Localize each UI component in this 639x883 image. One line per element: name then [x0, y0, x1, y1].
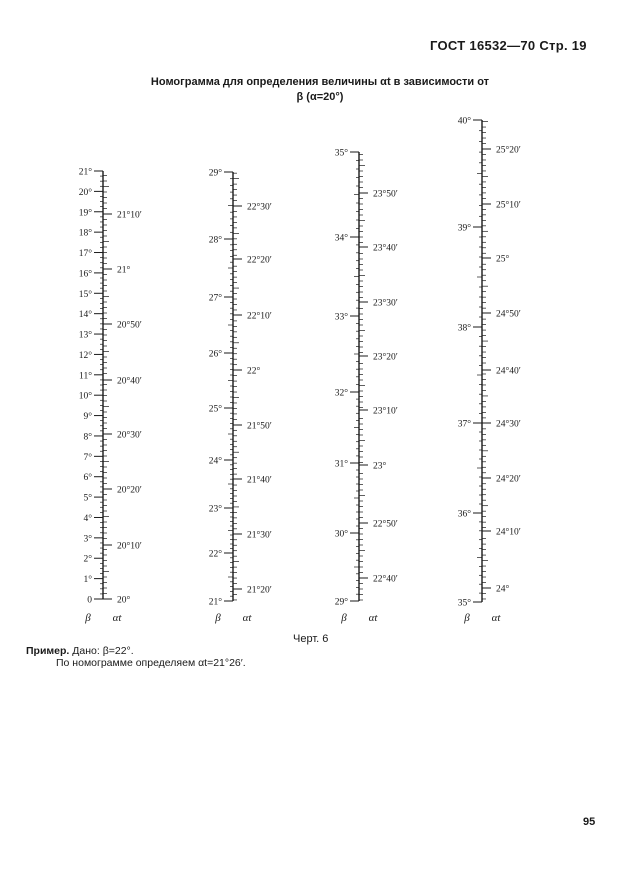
beta-tick-label: 4°	[83, 513, 92, 524]
alpha-tick-label: 21°50′	[247, 421, 272, 432]
alpha-tick-label: 22°20′	[247, 255, 272, 266]
alpha-tick-label: 22°	[247, 366, 261, 377]
alpha-tick-label: 22°30′	[247, 202, 272, 213]
beta-tick-label: 32°	[334, 388, 348, 399]
alpha-tick-label: 24°	[496, 584, 510, 595]
title-line-1: Номограмма для определения величины αt в зависимости от	[150, 76, 490, 88]
beta-tick-label: 29°	[334, 597, 348, 608]
scale-4	[458, 116, 521, 625]
beta-tick-label: 1°	[83, 575, 92, 586]
alpha-symbol: αt	[242, 612, 252, 624]
alpha-symbol: αt	[368, 612, 378, 624]
beta-symbol: β	[215, 612, 221, 624]
example-given	[26, 645, 134, 657]
alpha-tick-label: 20°30′	[117, 430, 142, 441]
beta-tick-label: 22°	[208, 549, 222, 560]
example-result: По номограмме определяем αt=21°26′.	[56, 657, 246, 669]
alpha-tick-label: 21°20′	[247, 585, 272, 596]
alpha-tick-label: 22°10′	[247, 311, 272, 322]
beta-tick-label: 40°	[457, 116, 471, 127]
page-number: 95	[583, 816, 596, 828]
alpha-tick-label: 24°10′	[496, 527, 521, 538]
alpha-symbol: αt	[491, 612, 501, 624]
beta-tick-label: 13°	[78, 330, 92, 341]
alpha-tick-label: 24°20′	[496, 474, 521, 485]
beta-tick-label: 19°	[78, 208, 92, 219]
beta-symbol: β	[464, 612, 470, 624]
alpha-tick-label: 25°20′	[496, 145, 521, 156]
example-given-text: Дано: β=22°.	[72, 645, 134, 657]
alpha-tick-label: 20°50′	[117, 320, 142, 331]
alpha-tick-label: 23°10′	[373, 406, 398, 417]
beta-tick-label: 35°	[457, 598, 471, 609]
beta-tick-label: 21°	[208, 597, 222, 608]
beta-tick-label: 17°	[78, 249, 92, 260]
beta-tick-label: 5°	[83, 493, 92, 504]
beta-tick-label: 28°	[208, 235, 222, 246]
alpha-tick-label: 20°40′	[117, 376, 142, 387]
beta-tick-label: 2°	[83, 554, 92, 565]
beta-tick-label: 7°	[83, 452, 92, 463]
alpha-symbol: αt	[112, 612, 122, 624]
beta-tick-label: 30°	[334, 529, 348, 540]
beta-tick-label: 27°	[208, 293, 222, 304]
beta-tick-label: 10°	[78, 391, 92, 402]
beta-tick-label: 11°	[79, 371, 92, 382]
beta-tick-label: 24°	[208, 456, 222, 467]
alpha-tick-label: 21°	[117, 265, 131, 276]
beta-tick-label: 16°	[78, 269, 92, 280]
beta-tick-label: 20°	[78, 187, 92, 198]
beta-tick-label: 39°	[457, 223, 471, 234]
beta-tick-label: 35°	[334, 148, 348, 159]
beta-tick-label: 26°	[208, 349, 222, 360]
alpha-tick-label: 25°10′	[496, 200, 521, 211]
alpha-tick-label: 20°	[117, 595, 131, 606]
scale-3	[335, 148, 398, 625]
alpha-tick-label: 23°50′	[373, 189, 398, 200]
alpha-tick-label: 20°10′	[117, 541, 142, 552]
beta-tick-label: 23°	[208, 504, 222, 515]
beta-tick-label: 8°	[83, 432, 92, 443]
beta-tick-label: 21°	[78, 167, 92, 178]
page-header: ГОСТ 16532—70 Стр. 19	[430, 38, 587, 53]
beta-tick-label: 31°	[334, 459, 348, 470]
alpha-tick-label: 21°40′	[247, 475, 272, 486]
beta-tick-label: 12°	[78, 350, 92, 361]
scale-1	[79, 167, 142, 625]
alpha-tick-label: 24°30′	[496, 419, 521, 430]
beta-tick-label: 33°	[334, 312, 348, 323]
beta-tick-label: 29°	[208, 168, 222, 179]
example-label: Пример.	[26, 645, 70, 657]
alpha-tick-label: 23°20′	[373, 352, 398, 363]
beta-tick-label: 36°	[457, 509, 471, 520]
beta-tick-label: 38°	[457, 323, 471, 334]
beta-tick-label: 25°	[208, 404, 222, 415]
beta-tick-label: 15°	[78, 289, 92, 300]
alpha-tick-label: 22°40′	[373, 574, 398, 585]
beta-tick-label: 14°	[78, 310, 92, 321]
figure-caption: Черт. 6	[293, 633, 329, 645]
alpha-tick-label: 21°10′	[117, 210, 142, 221]
beta-symbol: β	[85, 612, 91, 624]
beta-tick-label: 9°	[83, 412, 92, 423]
beta-tick-label: 6°	[83, 473, 92, 484]
beta-tick-label: 0	[87, 595, 92, 606]
scale-2	[209, 168, 272, 625]
alpha-tick-label: 23°40′	[373, 243, 398, 254]
alpha-tick-label: 20°20′	[117, 485, 142, 496]
alpha-tick-label: 24°50′	[496, 309, 521, 320]
beta-tick-label: 18°	[78, 228, 92, 239]
beta-tick-label: 37°	[457, 419, 471, 430]
alpha-tick-label: 21°30′	[247, 530, 272, 541]
alpha-tick-label: 24°40′	[496, 366, 521, 377]
title-line-2: β (α=20°)	[296, 91, 344, 103]
alpha-tick-label: 25°	[496, 254, 510, 265]
beta-symbol: β	[341, 612, 347, 624]
alpha-tick-label: 23°30′	[373, 298, 398, 309]
alpha-tick-label: 23°	[373, 461, 387, 472]
alpha-tick-label: 22°50′	[373, 519, 398, 530]
beta-tick-label: 34°	[334, 233, 348, 244]
beta-tick-label: 3°	[83, 534, 92, 545]
